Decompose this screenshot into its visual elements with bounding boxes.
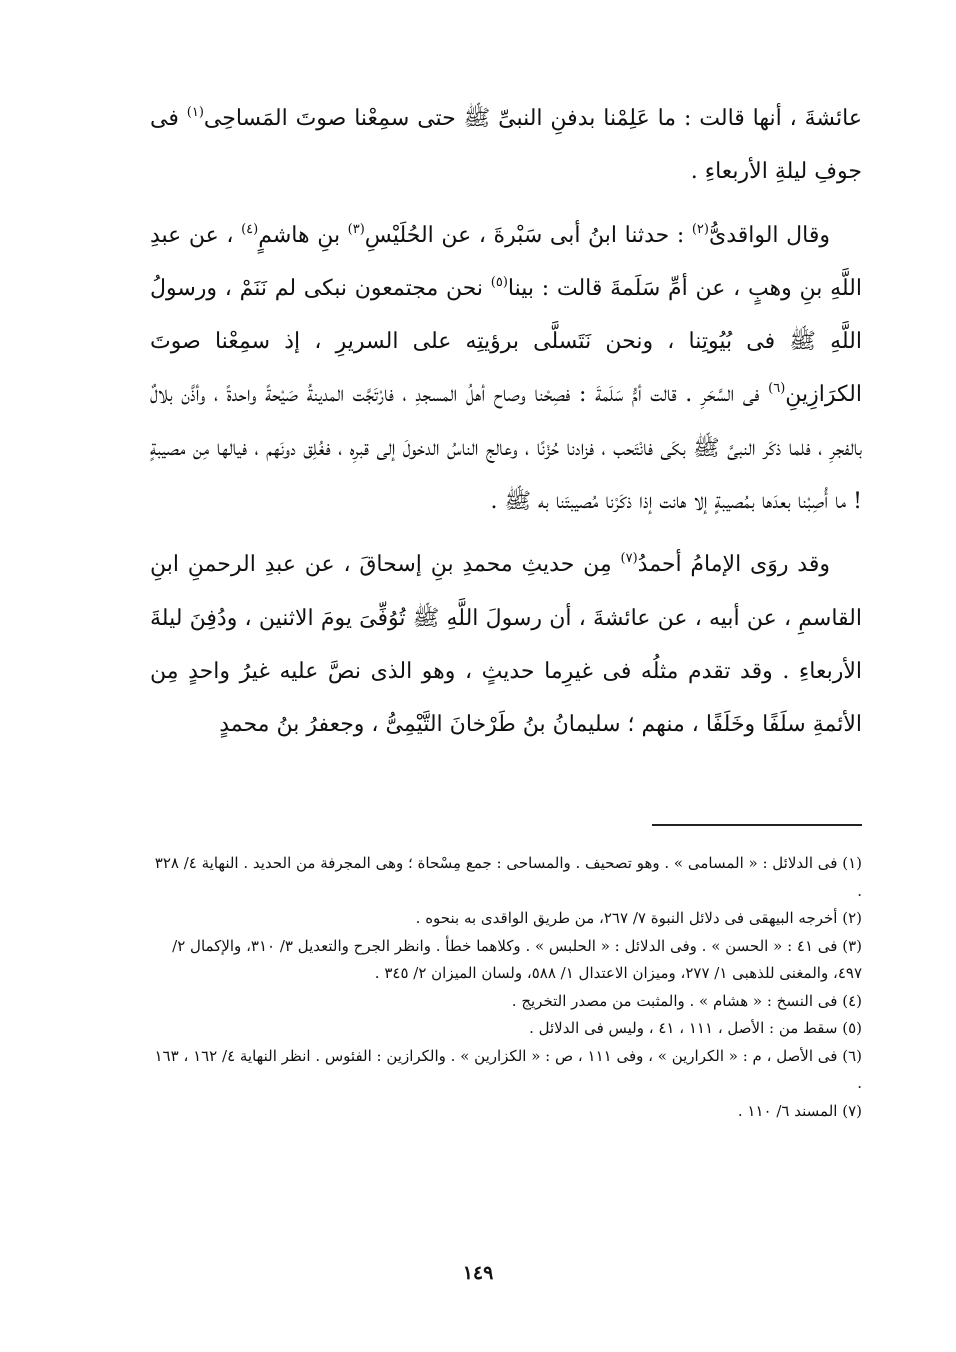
- paragraph: [150, 209, 862, 529]
- footnote-reference: (٣): [347, 221, 365, 237]
- footnotes: [150, 850, 862, 1125]
- paragraph: [150, 92, 862, 199]
- paragraph-text: عائشةَ ، أنها قالت : ما عَلِمْنا بدفنِ النبىِّ ﷺ حتى سمِعْنا صوتَ المَساحِى: [203, 106, 862, 131]
- paragraph-text: فى السَّحَرِ . قالت أمُّ سَلَمةَ : فصِحْنا وصاح أهلُ المسجدِ ، فارْتَجَّت المدينةُ صَيْحةً واحدةً ، وأذَّن بلالٌ بالفجرِ ، فلما ذكَر النبىَّ ﷺ بكَى فانْتَحب ، فزادنا حُزْنًا ، وعالج الناسُ الدخولَ إلى قبرِه ، فغُلِق دونَهم ، فيالها مِن مصيبةٍ ! ما أُصِبْنا بعدَها بمُصيبةٍ إلا هانت إذا ذكَرْنا مُصيبتَنا به ﷺ .: [150, 382, 862, 515]
- footnote-separator: [652, 824, 862, 826]
- footnote-reference: (١): [186, 105, 204, 120]
- paragraph-text: نحن مجتمعون نبكى لم نَنَمْ ، ورسولُ اللَّهِ ﷺ فى بُيُوتِنا ، ونحن نَتَسلَّى برؤيتِه على السريرِ ، إذ سمِعْنا صوتَ الكرَازِينِ: [150, 275, 862, 408]
- paragraph: [150, 538, 862, 751]
- paragraph-text: مِن حديثِ محمدِ بنِ إسحاقَ ، عن عبدِ الرحمنِ ابنِ القاسمِ ، عن أبيه ، عن عائشةَ ، أن رسولَ اللَّهِ ﷺ تُوُفِّىَ يومَ الاثنين ، ودُفِنَ ليلةَ الأربعاءِ . وقد تقدم مثلُه فى غيرِما حديثٍ ، وهو الذى نصَّ عليه غيرُ واحدٍ مِن الأئمةِ سلَفًا وخَلَفًا ، منهم ؛ سليمانُ بنُ طَرْخانَ التَّيْمِىُّ ، وجعفرُ بنُ محمدٍ: [150, 552, 862, 738]
- footnote-reference: (٥): [490, 274, 508, 290]
- footnote: (٥) سقط من : الأصل ، ١١١ ، ٤١ ، وليس فى الدلائل .: [529, 1019, 862, 1037]
- footnote: (٣) فى ٤١ : « الحسن » . وفى الدلائل : « الحلبس » . وكلاهما خطأ . وانظر الجرح والتعديل ٣/ ٣١٠، والإكمال ٢/ ٤٩٧، والمغنى للذهبى ١/ ٢٧٧، وميزان الاعتدال ١/ ٥٨٨، ولسان الميزان ٢/ ٣٤٥ .: [172, 936, 862, 982]
- paragraph-text: : حدثنا ابنُ أبى سَبْرةَ ، عن الحُلَيْسِ: [364, 222, 692, 248]
- footnote: (٦) فى الأصل ، م : « الكرارين » ، وفى ١١١ ، ص : « الكزارين » . والكرازين : الفئوس . انظر النهاية ٤/ ١٦٢ ، ١٦٣ .: [154, 1046, 862, 1092]
- paragraph-text: وقد روَى الإمامُ أحمدُ: [637, 552, 830, 578]
- paragraph-text: وقال الواقدىُّ: [708, 222, 830, 248]
- paragraph-text: ، عن عبدِ اللَّهِ بنِ وهبٍ ، عن أمِّ سَلَمةَ قالت : بينا: [150, 222, 862, 301]
- footnote: (٤) فى النسخ : « هشام » . والمثبت من مصدر التخريج .: [511, 991, 862, 1010]
- footnote: (٢) أخرجه البيهقى فى دلائل النبوة ٧/ ٢٦٧، من طريق الواقدى به بنحوه .: [415, 909, 862, 927]
- footnote-reference: (٢): [691, 221, 709, 237]
- footnote-reference: (٤): [241, 221, 259, 237]
- paragraph-text: بنِ هاشمٍ: [258, 222, 348, 248]
- footnote-reference: (٧): [620, 551, 638, 567]
- footnote: (٧) المسند ٦/ ١١٠ .: [737, 1101, 862, 1120]
- footnote-reference: (٦): [768, 381, 786, 397]
- paragraph-text: فى جوفِ ليلةِ الأربعاءِ .: [150, 106, 862, 185]
- main-text: [150, 92, 862, 752]
- footnote: (١) فى الدلائل : « المسامى » . وهو تصحيف . والمساحى : جمع مِسْحاة ؛ وهى المجرفة من الحديد . النهاية ٤/ ٣٢٨ .: [154, 854, 862, 900]
- page-number: ١٤٩: [462, 1262, 494, 1284]
